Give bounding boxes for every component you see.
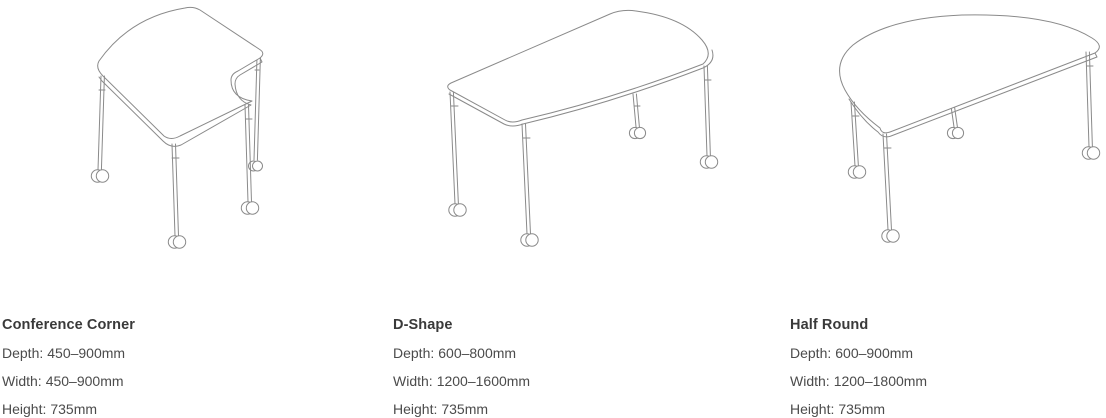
caster-wheel	[848, 166, 865, 178]
caster-wheel	[882, 230, 899, 242]
half-round-table-drawing	[840, 15, 1100, 242]
spec-value: 1200–1800mm	[833, 373, 928, 389]
spec-depth	[393, 339, 733, 367]
spec-height	[790, 395, 1106, 418]
spec-depth	[2, 339, 342, 367]
table-leg	[1082, 52, 1099, 159]
table-leg	[521, 124, 538, 246]
spec-width	[2, 367, 342, 395]
spec-value: 735mm	[50, 401, 98, 417]
caster-wheel	[521, 234, 538, 246]
spec-width	[393, 367, 733, 395]
spec-value: 1200–1600mm	[436, 373, 531, 389]
spec-value: 600–900mm	[835, 345, 914, 361]
product-card-d-shape	[393, 311, 733, 418]
spec-label: Depth:	[393, 345, 435, 361]
spec-depth	[790, 339, 1106, 367]
spec-width	[790, 367, 1106, 395]
spec-label: Width:	[2, 373, 42, 389]
caster-wheel	[700, 156, 717, 168]
product-title: D-Shape	[393, 317, 453, 333]
product-title: Half Round	[790, 317, 869, 333]
table-leg	[700, 66, 717, 168]
tabletop	[448, 10, 709, 122]
table-leg	[241, 105, 258, 214]
conference-corner-table-drawing	[91, 7, 262, 248]
table-leg	[449, 92, 466, 216]
spec-height	[393, 395, 733, 418]
product-card-conference-corner	[2, 311, 342, 418]
spec-value: 735mm	[441, 401, 489, 417]
table-leg	[882, 134, 899, 242]
spec-value: 450–900mm	[47, 345, 126, 361]
table-leg	[91, 76, 108, 182]
spec-height	[2, 395, 342, 418]
table-leg	[629, 94, 645, 139]
caster-wheel	[1082, 147, 1099, 159]
spec-label: Height:	[393, 401, 438, 417]
table-leg	[168, 144, 185, 248]
tabletop	[98, 7, 263, 138]
caster-wheel	[241, 202, 258, 214]
caster-wheel	[168, 236, 185, 248]
spec-label: Depth:	[790, 345, 832, 361]
caster-wheel	[947, 127, 963, 138]
tabletop	[840, 15, 1100, 133]
product-title: Conference Corner	[2, 317, 136, 333]
spec-value: 450–900mm	[45, 373, 124, 389]
caster-wheel	[449, 204, 466, 216]
spec-label: Width:	[393, 373, 433, 389]
caster-wheel	[91, 170, 108, 182]
spec-label: Width:	[790, 373, 830, 389]
caster-wheel	[629, 127, 645, 138]
spec-value: 735mm	[838, 401, 886, 417]
product-card-half-round	[790, 311, 1106, 418]
spec-label: Depth:	[2, 345, 44, 361]
spec-value: 600–800mm	[438, 345, 517, 361]
table-leg	[249, 57, 263, 171]
spec-label: Height:	[790, 401, 835, 417]
d-shape-table-drawing	[448, 10, 718, 246]
spec-label: Height:	[2, 401, 47, 417]
